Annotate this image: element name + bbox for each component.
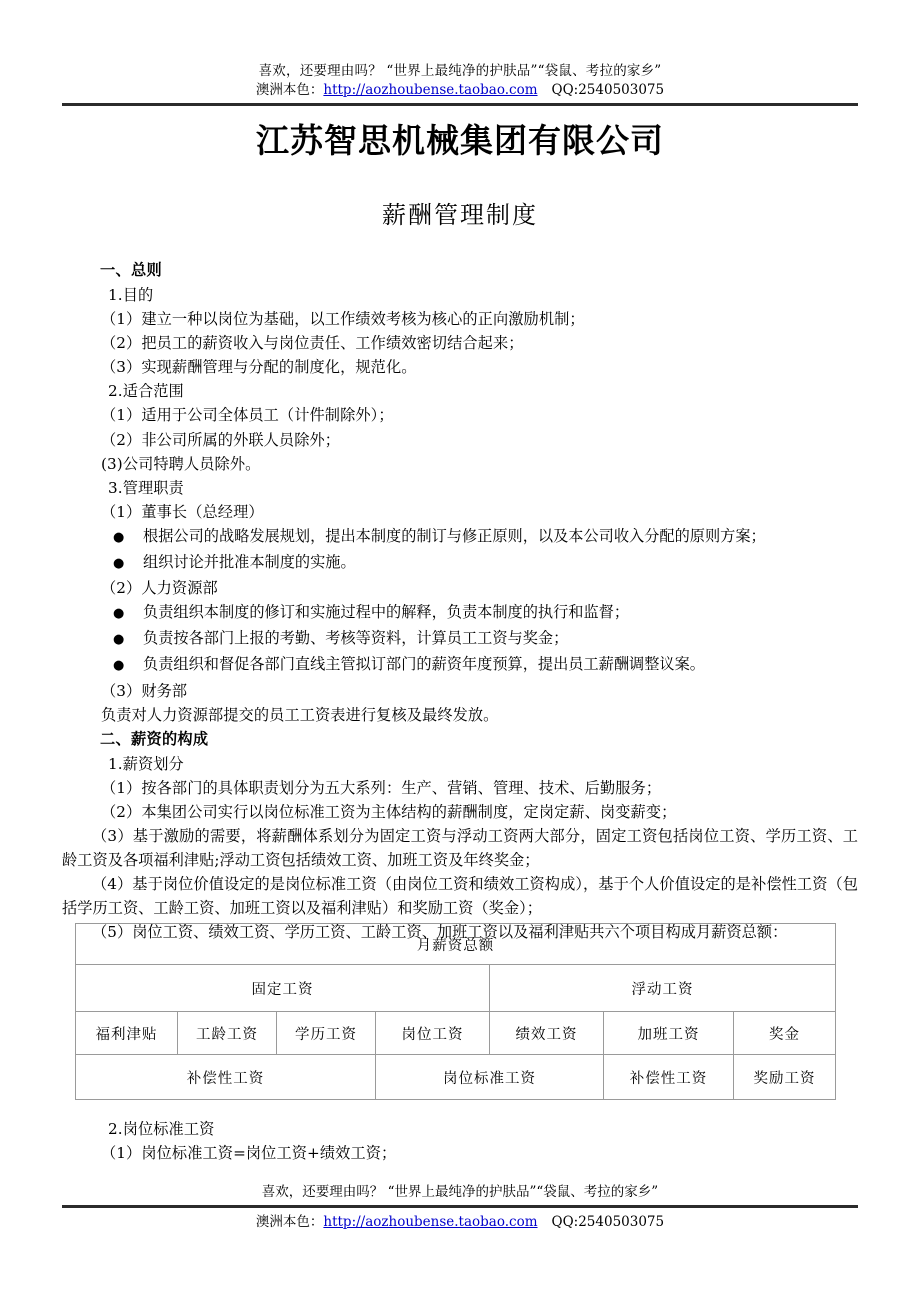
document-body	[60, 258, 860, 944]
section-heading-one: 一、总则	[100, 261, 162, 279]
table-cell-group-floating: 浮动工资	[490, 965, 836, 1012]
role-text-finance: 负责对人力资源部提交的员工工资表进行复核及最终发放。	[101, 705, 499, 724]
list-item: （1）建立一种以岗位为基础，以工作绩效考核为核心的正向激励机制；	[101, 310, 585, 329]
role-title-hr: （2）人力资源部	[101, 579, 218, 598]
list-item-label: 负责按各部门上报的考勤、考核等资料，计算员工工资与奖金；	[143, 629, 569, 648]
table-cell-item: 福利津贴	[76, 1012, 178, 1055]
subsection-title-responsibility: 3.管理职责	[108, 478, 184, 497]
list-item-label: 组织讨论并批准本制度的实施。	[143, 553, 356, 572]
table-cell-item: 绩效工资	[490, 1012, 604, 1055]
bullet-icon: ●	[113, 529, 125, 545]
role-title-chairman: （1）董事长（总经理）	[101, 502, 264, 521]
paragraph-six-components: （5）岗位工资、绩效工资、学历工资、工龄工资、加班工资以及福利津贴共六个项目构成月薪资总额：	[92, 923, 788, 942]
bullet-icon: ●	[113, 606, 125, 622]
section-heading-two: 二、薪资的构成	[100, 729, 209, 748]
footer-shop-label: 澳洲本色：	[255, 1214, 324, 1230]
subsection-title-scope: 2.适合范围	[108, 382, 184, 401]
table-cell-item: 学历工资	[277, 1012, 376, 1055]
list-item	[60, 652, 860, 678]
list-item-label: 负责组织和督促各部门直线主管拟订部门的薪资年度预算，提出员工薪酬调整议案。	[143, 655, 705, 674]
table-cell-class: 补偿性工资	[604, 1055, 734, 1100]
list-item	[60, 550, 860, 576]
table-cell-item: 加班工资	[604, 1012, 734, 1055]
list-item	[60, 524, 860, 550]
document-title: 江苏智思机械集团有限公司	[256, 121, 664, 160]
list-item: (3)公司特聘人员除外。	[101, 454, 261, 473]
running-header	[62, 62, 858, 106]
list-item: （3）实现薪酬管理与分配的制度化，规范化。	[101, 358, 417, 377]
document-body-tail	[60, 1117, 860, 1165]
table-cell-item: 奖金	[734, 1012, 836, 1055]
table-cell-total: 月薪资总额	[76, 924, 836, 965]
subsection-title-purpose: 1.目的	[108, 286, 154, 304]
table-cell-class: 岗位标准工资	[376, 1055, 604, 1100]
table-cell-class: 奖励工资	[734, 1055, 836, 1100]
table-cell-item: 岗位工资	[376, 1012, 490, 1055]
list-item: （2）把员工的薪资收入与岗位责任、工作绩效密切结合起来；	[101, 334, 524, 353]
table-row	[76, 1012, 836, 1055]
list-item	[60, 600, 860, 626]
role-title-finance: （3）财务部	[101, 681, 188, 700]
subsection-title-standard-salary: 2.岗位标准工资	[108, 1120, 215, 1138]
header-qq-label: QQ:2540503075	[551, 82, 665, 98]
table-row	[76, 1055, 836, 1100]
table-cell-class: 补偿性工资	[76, 1055, 376, 1100]
table-row	[76, 965, 836, 1012]
list-item: （1）适用于公司全体员工（计件制除外）；	[101, 406, 394, 425]
list-item-label: 根据公司的战略发展规划，提出本制度的制订与修正原则，以及本公司收入分配的原则方案；	[143, 526, 766, 545]
list-item: （1）按各部门的具体职责划分为五大系列：生产、营销、管理、技术、后勤服务；	[101, 778, 662, 797]
list-item: （1）岗位标准工资=岗位工资+绩效工资；	[101, 1144, 397, 1163]
bullet-icon: ●	[113, 632, 125, 648]
footer-slogan-line: 喜欢，还要理由吗？ “世界上最纯净的护肤品”“袋鼠、考拉的家乡”	[62, 1183, 858, 1208]
paragraph-salary-system: （3）基于激励的需要，将薪酬体系划分为固定工资与浮动工资两大部分，固定工资包括岗位工资、学历工资、工龄工资及各项福利津贴;浮动工资包括绩效工资、加班工资及年终奖金；	[62, 826, 858, 870]
salary-composition-table	[75, 923, 836, 1100]
bullet-icon: ●	[113, 658, 125, 674]
subsection-title-salary-split: 1.薪资划分	[108, 754, 184, 773]
footer-contact-line	[62, 1208, 858, 1232]
header-shop-link[interactable]: http://aozhoubense.taobao.com	[323, 82, 538, 98]
header-shop-label: 澳洲本色：	[255, 82, 324, 98]
header-slogan-line: 喜欢，还要理由吗？ “世界上最纯净的护肤品”“袋鼠、考拉的家乡”	[258, 63, 662, 79]
list-item	[60, 626, 860, 652]
paragraph-position-value: （4）基于岗位价值设定的是岗位标准工资（由岗位工资和绩效工资构成），基于个人价值设定的是补偿性工资（包括学历工资、工龄工资、加班工资以及福利津贴）和奖励工资（奖金）；	[62, 875, 858, 918]
header-contact-line	[62, 81, 858, 100]
table-row	[76, 924, 836, 965]
list-item: （2）非公司所属的外联人员除外；	[101, 430, 341, 449]
list-item: （2）本集团公司实行以岗位标准工资为主体结构的薪酬制度，定岗定薪、岗变薪变；	[101, 802, 677, 821]
footer-shop-link[interactable]: http://aozhoubense.taobao.com	[323, 1214, 538, 1230]
bullet-icon: ●	[113, 556, 125, 572]
table-cell-item: 工龄工资	[178, 1012, 277, 1055]
list-item-label: 负责组织本制度的修订和实施过程中的解释，负责本制度的执行和监督；	[143, 603, 629, 622]
document-subtitle: 薪酬管理制度	[382, 201, 538, 229]
table-cell-group-fixed: 固定工资	[76, 965, 490, 1012]
running-footer	[62, 1183, 858, 1232]
footer-qq-label: QQ:2540503075	[551, 1214, 665, 1230]
